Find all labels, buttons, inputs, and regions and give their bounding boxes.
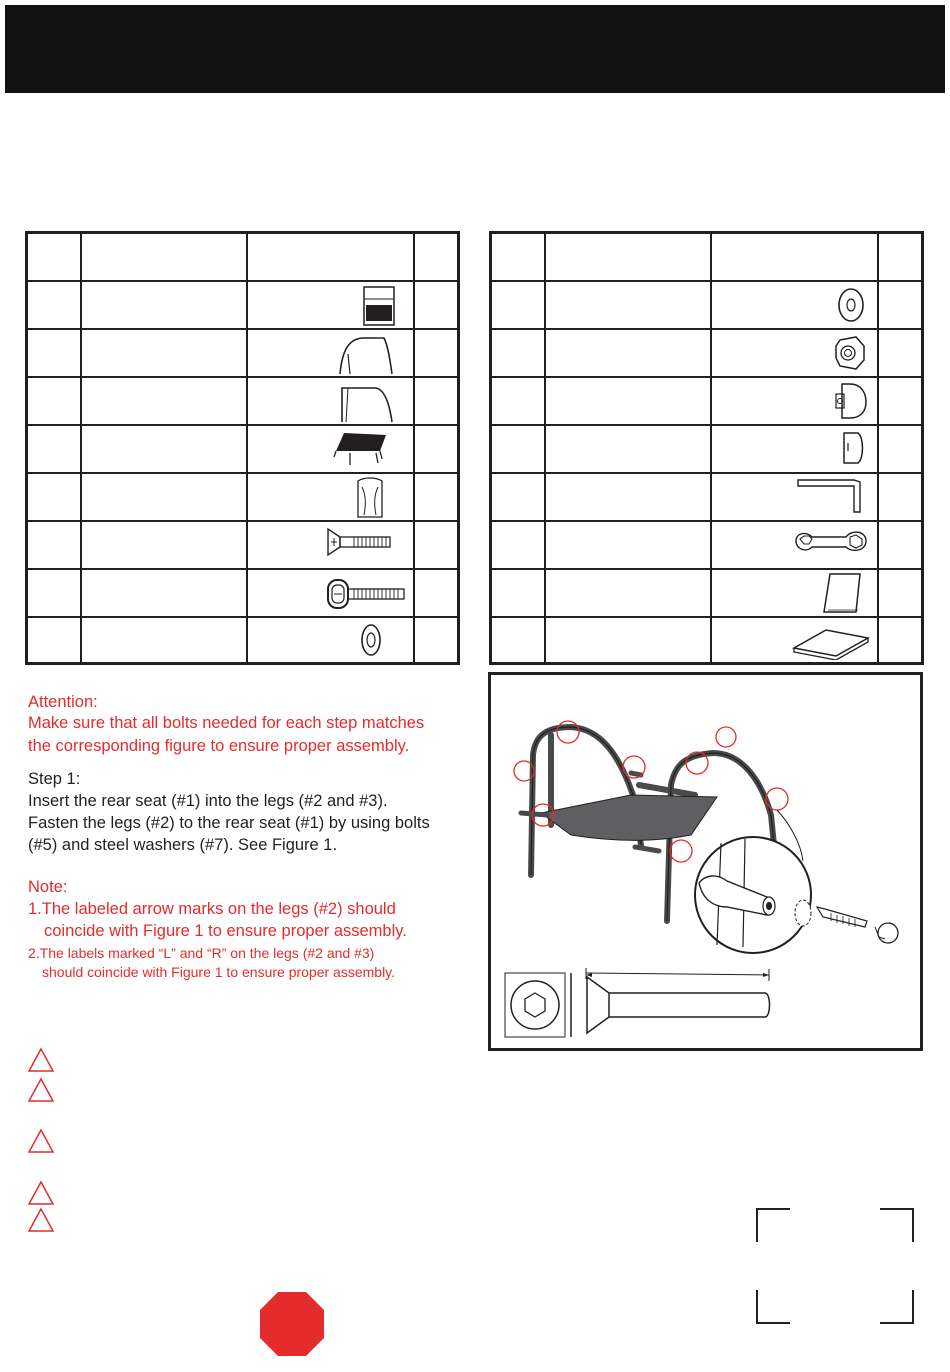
crop-mark-top-right: [880, 1208, 914, 1242]
step1-title: Step 1:: [28, 770, 81, 788]
leg-3-icon: [336, 380, 394, 424]
plastic-cap-icon: [832, 380, 868, 422]
foot-cap-icon: [840, 429, 866, 467]
socket-head-bolt-icon: [326, 577, 406, 611]
parts-table-left: [25, 231, 460, 665]
allen-key-icon: [796, 474, 868, 514]
front-seat-icon: [330, 427, 390, 469]
note-item1-line-2: coincide with Figure 1 to ensure proper assembly.: [44, 922, 407, 940]
warning-triangle-3-icon: [27, 1128, 55, 1154]
warning-triangle-1-icon: [27, 1047, 55, 1073]
crop-mark-bottom-right: [880, 1290, 914, 1324]
leg-2-icon: [334, 332, 394, 376]
wrench-icon: [792, 525, 870, 559]
header-bar: [5, 5, 945, 93]
countersunk-bolt-icon: [324, 527, 394, 557]
note-title: Note:: [28, 878, 68, 896]
chair-assembly-diagram: [491, 675, 920, 1048]
flat-washer-icon: [836, 286, 866, 324]
figure-1-box: [488, 672, 923, 1051]
parts-table-right: [489, 231, 924, 665]
warning-triangle-4-icon: [27, 1180, 55, 1206]
rear-seat-icon: [361, 285, 401, 327]
attention-title: Attention:: [28, 693, 98, 711]
note-item2-line-2: should coincide with Figure 1 to ensure proper assembly.: [42, 964, 396, 980]
attention-line-2: the corresponding figure to ensure proper assembly.: [28, 737, 410, 755]
cushion-icon: [790, 624, 872, 660]
note-item2-line-1: 2.The labels marked “L” and “R” on the legs (#2 and #3): [28, 945, 375, 961]
step1-line-2: Fasten the legs (#2) to the rear seat (#1) by using bolts: [28, 814, 430, 832]
stop-sign-icon: [258, 1290, 326, 1358]
crop-mark-top-left: [756, 1208, 790, 1242]
warning-triangle-2-icon: [27, 1077, 55, 1103]
crop-mark-bottom-left: [756, 1290, 790, 1324]
step1-line-1: Insert the rear seat (#1) into the legs (#2 and #3).: [28, 792, 388, 810]
attention-line-1: Make sure that all bolts needed for each step matches: [28, 714, 425, 732]
backrest-icon: [354, 475, 386, 519]
note-item1-line-1: 1.The labeled arrow marks on the legs (#2) should: [28, 900, 396, 918]
step1-line-3: (#5) and steel washers (#7). See Figure 1.: [28, 836, 338, 854]
warning-triangle-5-icon: [27, 1207, 55, 1233]
steel-washer-icon: [360, 622, 382, 658]
cap-nut-icon: [832, 334, 868, 372]
pad-icon: [820, 570, 866, 616]
